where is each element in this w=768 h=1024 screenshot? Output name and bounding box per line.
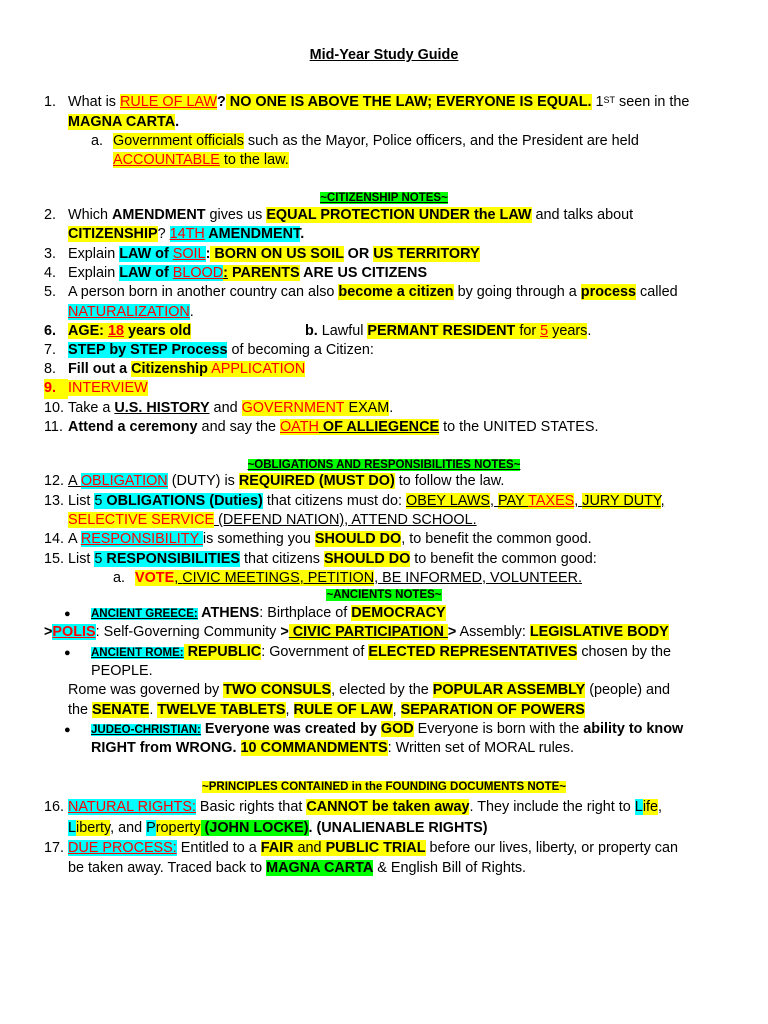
rule-of-law-term: RULE OF LAW — [119, 94, 218, 110]
ancients-section-header: ~ANCIENTS NOTES~ — [326, 589, 442, 601]
item-number: 1. — [44, 94, 57, 110]
bullet-icon: ● — [64, 647, 71, 659]
magna-carta-term: MAGNA CARTA — [68, 114, 176, 130]
principles-section-header: ~PRINCIPLES CONTAINED in the FOUNDING DOCUMENTS NOTE~ — [202, 781, 566, 793]
citizenship-section-header: ~CITIZENSHIP NOTES~ — [320, 192, 448, 204]
obligations-section-header: ~OBLIGATIONS AND RESPONSIBILITIES NOTES~ — [247, 459, 521, 471]
bullet-icon: ● — [64, 608, 71, 620]
page-title: Mid-Year Study Guide — [309, 47, 459, 63]
bullet-icon: ● — [64, 724, 71, 736]
study-guide-page: Mid-Year Study Guide 1. What is RULE OF LAW? NO ONE IS ABOVE THE LAW; EVERYONE IS EQUAL. 1ST seen in the MAGNA CARTA. a. Government officials such as the Mayor, Police officers, and the President are held ACCOUNTABLE to the law. ~CITIZENSHIP NOTES~ 2. Which AMENDMENT gives us EQUAL PROTECTION UNDER the LAW and talks about CITIZENSHIP? 14TH AMENDMENT. 3. Explain LAW of SOIL: BORN ON US SOIL OR US TERRITORY 4. Explain LAW of BLOOD: PARENTS ARE US CITIZENS 5. A person born in another country can also become a citizen by going through a process called NATURALIZATION. 6. AGE: 18 years old b. Lawful PERMANT RESIDENT for 5 years. 7. STEP by STEP Process of becoming a Citizen: 8. Fill out a Citizenship APPLICATION 9. INTERVIEW 10. Take a U.S. HISTORY and GOVERNMENT EXAM. 11. Attend a ceremony and say the OATH OF ALLIEGENCE to the UNITED STATES. ~OBLIGATIONS AND RESPONSIBILITIES NOTES~ 12. A OBLIGATION (DUTY) is REQUIRED (MUST DO) to follow the law. 13. List 5 OBLIGATIONS (Duties) that citizens must do: OBEY LAWS, PAY TAXES, JURY DUTY, SELECTIVE SERVICE (DEFEND NATION), ATTEND SCHOOL. 14. A RESPONSIBILITY is something you SHOULD DO, to benefit the common good. 15. List 5 RESPONSIBILITIES that citizens SHOULD DO to benefit the common good: a. VOTE, CIVIC MEETINGS, PETITION, BE INFORMED, VOLUNTEER. ~ANCIENTS NOTES~ ● ANCIENT GREECE: ATHENS: Birthplace of DEMOCRACY >POLIS: Self-Governing Community > CIVIC PARTICIPATION > Assembly: LEGISLATIVE BODY ● ANCIENT ROME: REPUBLIC: Government of ELECTED REPRESENTATIVES chosen by the PEOPLE. Rome was governed by TWO CONSULS, elected by the POPULAR ASSEMBLY (people) and the SENATE. TWELVE TABLETS, RULE OF LAW, SEPARATION OF POWERS ● JUDEO-CHRISTIAN: Everyone was created by GOD Everyone is born with the ability to know RIGHT from WRONG. 10 COMMANDMENTS: Written set of MORAL rules. ~PRINCIPLES CONTAINED in the FOUNDING DOCUMENTS NOTE~ 16. NATURAL RIGHTS: Basic rights that CANNOT be taken away. They include the right to Life, Liberty, and Property (JOHN LOCKE). (UNALIENABLE RIGHTS) 17. DUE PROCESS: Entitled to a FAIR and PUBLIC TRIAL before our lives, liberty, or property can be taken away. Traced back to MAGNA CARTA & English Bill of Rights. — [0, 0, 768, 1024]
